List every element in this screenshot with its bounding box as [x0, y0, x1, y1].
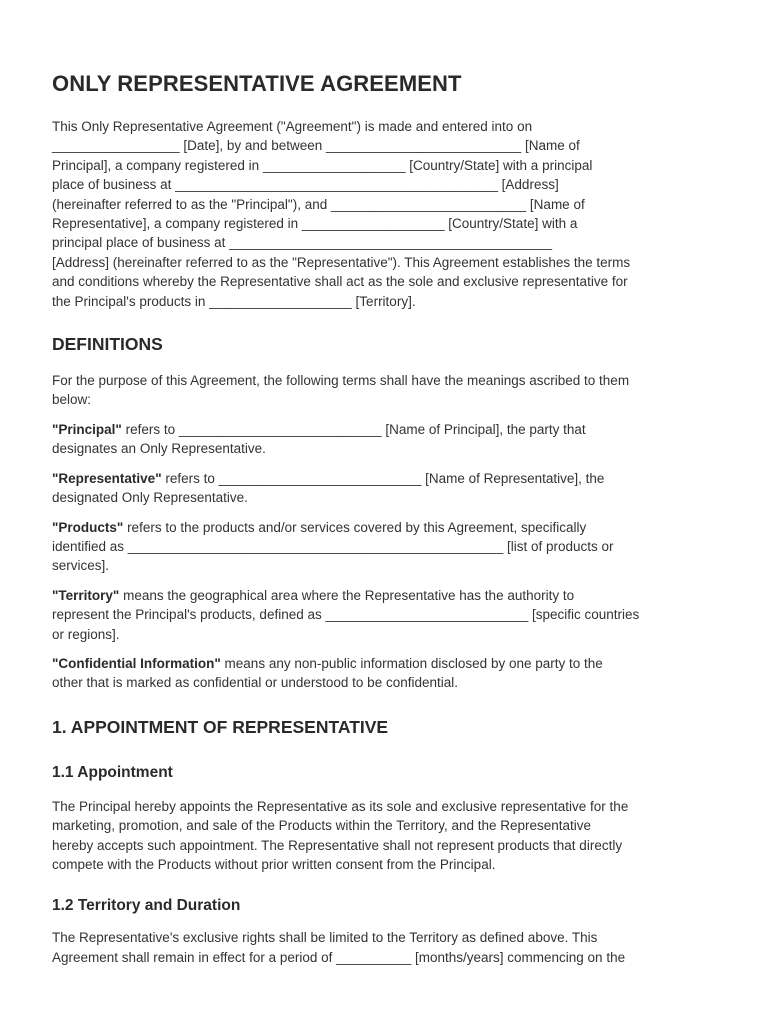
- intro-line: (hereinafter referred to as the "Principal"), and __________________________ [Name of: [52, 196, 585, 212]
- definition-representative: "Representative" refers to ___________________________ [Name of Representative], the designated Only Representative.: [52, 470, 605, 506]
- definition-territory: "Territory" means the geographical area where the Representative has the authority to represent the Principal's products, defined as ___________________________ [specific countries or regions].: [52, 587, 640, 642]
- document-title: ONLY REPRESENTATIVE AGREEMENT: [52, 71, 462, 96]
- intro-line: Representative], a company registered in ___________________ [Country/State] with a: [52, 216, 578, 232]
- section-1-1-heading: 1.1 Appointment: [52, 763, 173, 781]
- intro-line: _________________ [Date], by and between __________________________ [Name of: [52, 138, 580, 154]
- definition-confidential-information: "Confidential Information" means any non-public information disclosed by one party to the other that is marked as confidential or understood to be confidential.: [52, 655, 603, 691]
- intro-paragraph: [52, 117, 718, 311]
- intro-line: [Address] (hereinafter referred to as the "Representative"). This Agreement establishes the terms: [52, 254, 631, 270]
- section-1-2-paragraph: The Representative's exclusive rights shall be limited to the Territory as defined above. This Agreement shall remain in effect for a period of __________ [months/years] commencing on the: [52, 930, 626, 965]
- definitions-heading: DEFINITIONS: [52, 334, 163, 355]
- section-1-1-paragraph: The Principal hereby appoints the Representative as its sole and exclusive representative for the marketing, promotion, and sale of the Products within the Territory, and the Representative hereby accepts such appointment. The Representative shall not represent products that directly compete with the Products without prior written consent from the Principal.: [52, 798, 629, 872]
- intro-line: This Only Representative Agreement ("Agreement") is made and entered into on: [52, 119, 533, 134]
- intro-line: and conditions whereby the Representative shall act as the sole and exclusive representative for: [52, 274, 628, 290]
- section-1-heading: 1. APPOINTMENT OF REPRESENTATIVE: [52, 716, 389, 737]
- definition-term: "Principal": [52, 421, 122, 437]
- intro-line: Principal], a company registered in ___________________ [Country/State] with a principal: [52, 157, 593, 173]
- definition-term: "Territory": [52, 587, 120, 603]
- definition-principal: "Principal" refers to ___________________________ [Name of Principal], the party that designates an Only Representative.: [52, 421, 586, 457]
- definition-term: "Confidential Information": [52, 655, 221, 671]
- definition-products: "Products" refers to the products and/or services covered by this Agreement, specifically identified as __________________________________________________ [list of products or services].: [52, 519, 614, 574]
- section-1-2-heading: 1.2 Territory and Duration: [52, 897, 241, 915]
- intro-line: principal place of business at ___________________________________________: [52, 235, 552, 251]
- definition-term: "Representative": [52, 470, 162, 486]
- intro-line: the Principal's products in ___________________ [Territory].: [52, 293, 416, 309]
- definition-term: "Products": [52, 519, 124, 535]
- intro-line: place of business at ___________________________________________ [Address]: [52, 177, 559, 193]
- definitions-intro: For the purpose of this Agreement, the following terms shall have the meanings ascribed to them below:: [52, 373, 630, 408]
